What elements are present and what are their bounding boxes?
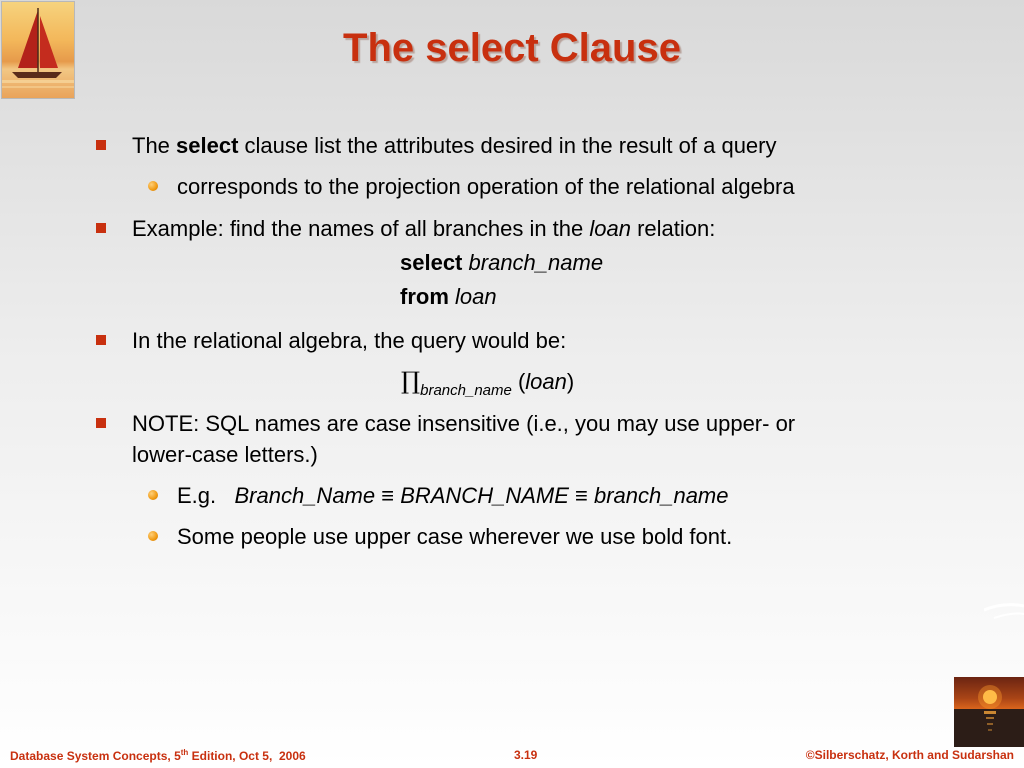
sub-bullet-upper-case: Some people use upper case wherever we use bold font. <box>177 524 733 549</box>
text: E.g. <box>177 483 235 508</box>
query-from-line <box>400 284 497 310</box>
superscript: th <box>180 748 189 757</box>
text: The <box>132 133 177 158</box>
keyword-select: select <box>176 133 239 158</box>
bullet-select-clause <box>132 133 777 159</box>
text: ) <box>566 369 575 394</box>
equiv-symbol: ≡ <box>375 483 401 508</box>
round-bullet-icon <box>148 531 158 541</box>
bullet-relational-algebra: In the relational algebra, the query would be: <box>132 328 567 353</box>
relation-loan: loan <box>525 369 567 394</box>
text: Database System Concepts, 5 <box>10 749 181 763</box>
square-bullet-icon <box>96 335 106 345</box>
square-bullet-icon <box>96 223 106 233</box>
name-variant: BRANCH_NAME <box>400 483 569 508</box>
sub-bullet-example-names <box>177 483 729 509</box>
equiv-symbol: ≡ <box>568 483 594 508</box>
projection-expression <box>401 368 574 398</box>
name-variant: Branch_Name <box>234 483 376 508</box>
wave-decoration-icon <box>984 598 1024 638</box>
query-select-line <box>400 250 603 276</box>
sunset-icon <box>954 677 1024 747</box>
sunset-image <box>954 677 1024 747</box>
text: relation: <box>630 216 716 241</box>
text: Edition, Oct 5, 2006 <box>188 749 306 763</box>
slide-title: The select Clause <box>343 26 681 70</box>
footer-page-number: 3.19 <box>514 748 538 762</box>
keyword-from: from <box>400 284 449 309</box>
name-variant: branch_name <box>593 483 729 508</box>
footer-book-title <box>10 748 306 763</box>
text: clause list the attributes desired in the result of a query <box>238 133 777 158</box>
text: Example: find the names of all branches in the <box>132 216 590 241</box>
keyword-select: select <box>400 250 463 275</box>
square-bullet-icon <box>96 140 106 150</box>
text: ( <box>511 369 526 394</box>
pi-subscript: branch_name <box>420 382 512 399</box>
relation-loan: loan <box>455 284 497 309</box>
relation-loan: loan <box>589 216 631 241</box>
pi-symbol: ∏ <box>401 367 421 395</box>
sub-bullet-projection: corresponds to the projection operation of the relational algebra <box>177 174 795 199</box>
bullet-example <box>132 216 715 242</box>
attribute-branch-name: branch_name <box>468 250 604 275</box>
footer-copyright: ©Silberschatz, Korth and Sudarshan <box>805 748 1014 762</box>
round-bullet-icon <box>148 490 158 500</box>
round-bullet-icon <box>148 181 158 191</box>
square-bullet-icon <box>96 418 106 428</box>
bullet-note-line2: lower-case letters.) <box>132 442 318 467</box>
bullet-note-line1: NOTE: SQL names are case insensitive (i.e., you may use upper- or <box>132 411 796 436</box>
